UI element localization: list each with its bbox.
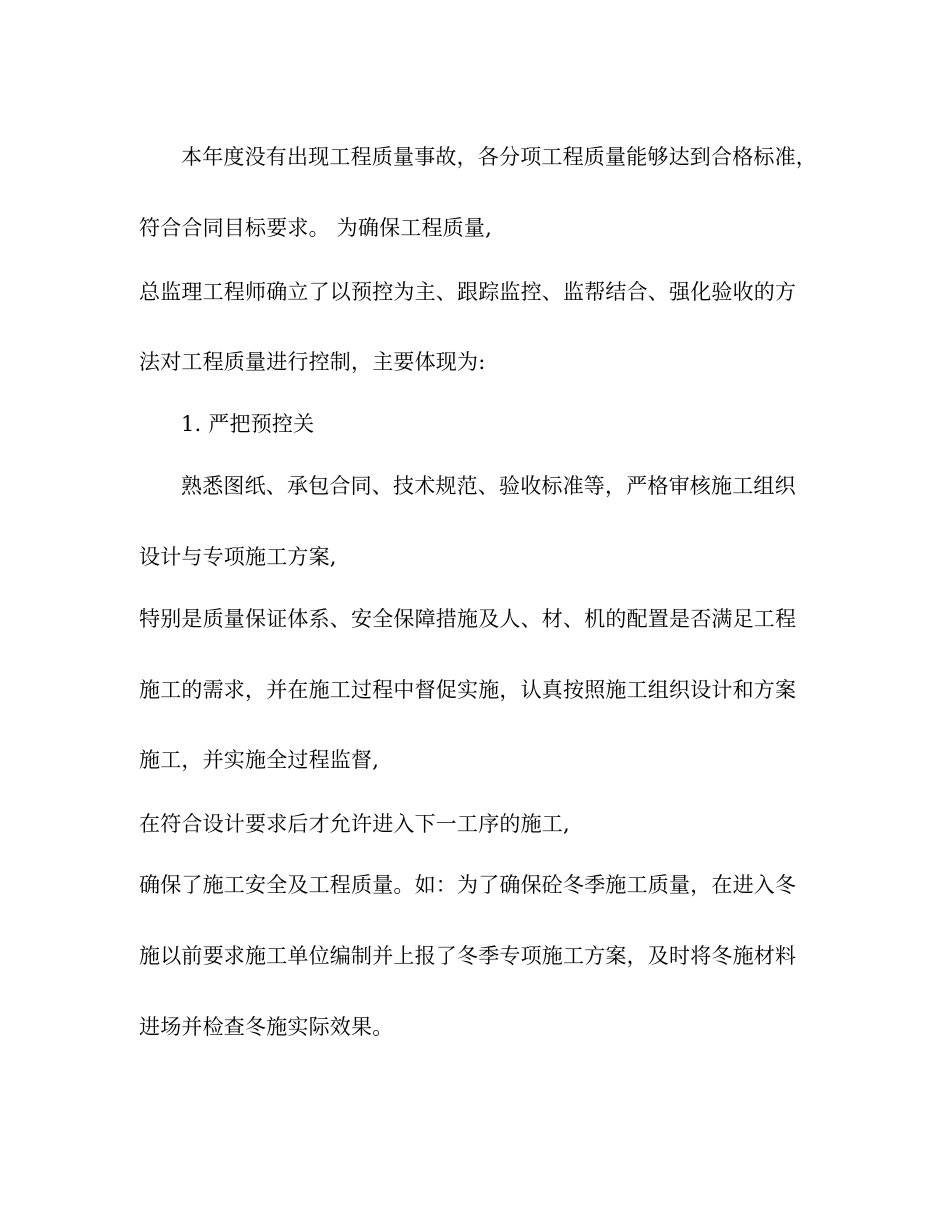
paragraph-line: 施工的需求，并在施工过程中督促实施，认真按照施工组织设计和方案 [139,678,797,702]
paragraph-line: 进场并检查冬施实际效果。 [139,1015,394,1039]
paragraph-line: 法对工程质量进行控制，主要体现为: [139,350,486,374]
paragraph-line: 施以前要求施工单位编制并上报了冬季专项施工方案，及时将冬施材料 [139,944,797,968]
section-heading: 1. 严把预控关 [181,412,315,436]
paragraph-line: 本年度没有出现工程质量事故，各分项工程质量能够达到合格标准， [181,145,817,169]
paragraph-line: 符合合同目标要求。 为确保工程质量, [139,216,492,240]
paragraph-line: 在符合设计要求后才允许进入下一工序的施工, [139,812,570,836]
paragraph-line: 确保了施工安全及工程质量。如：为了确保砼冬季施工质量，在进入冬 [139,873,797,897]
paragraph-line: 设计与专项施工方案, [139,545,337,569]
paragraph-line: 熟悉图纸、承包合同、技术规范、验收标准等，严格审核施工组织 [181,474,796,498]
paragraph-line: 总监理工程师确立了以预控为主、跟踪监控、监帮结合、强化验收的方 [139,280,797,304]
paragraph-line: 施工，并实施全过程监督, [139,748,380,772]
paragraph-line: 特别是质量保证体系、安全保障措施及人、材、机的配置是否满足工程 [139,607,797,631]
